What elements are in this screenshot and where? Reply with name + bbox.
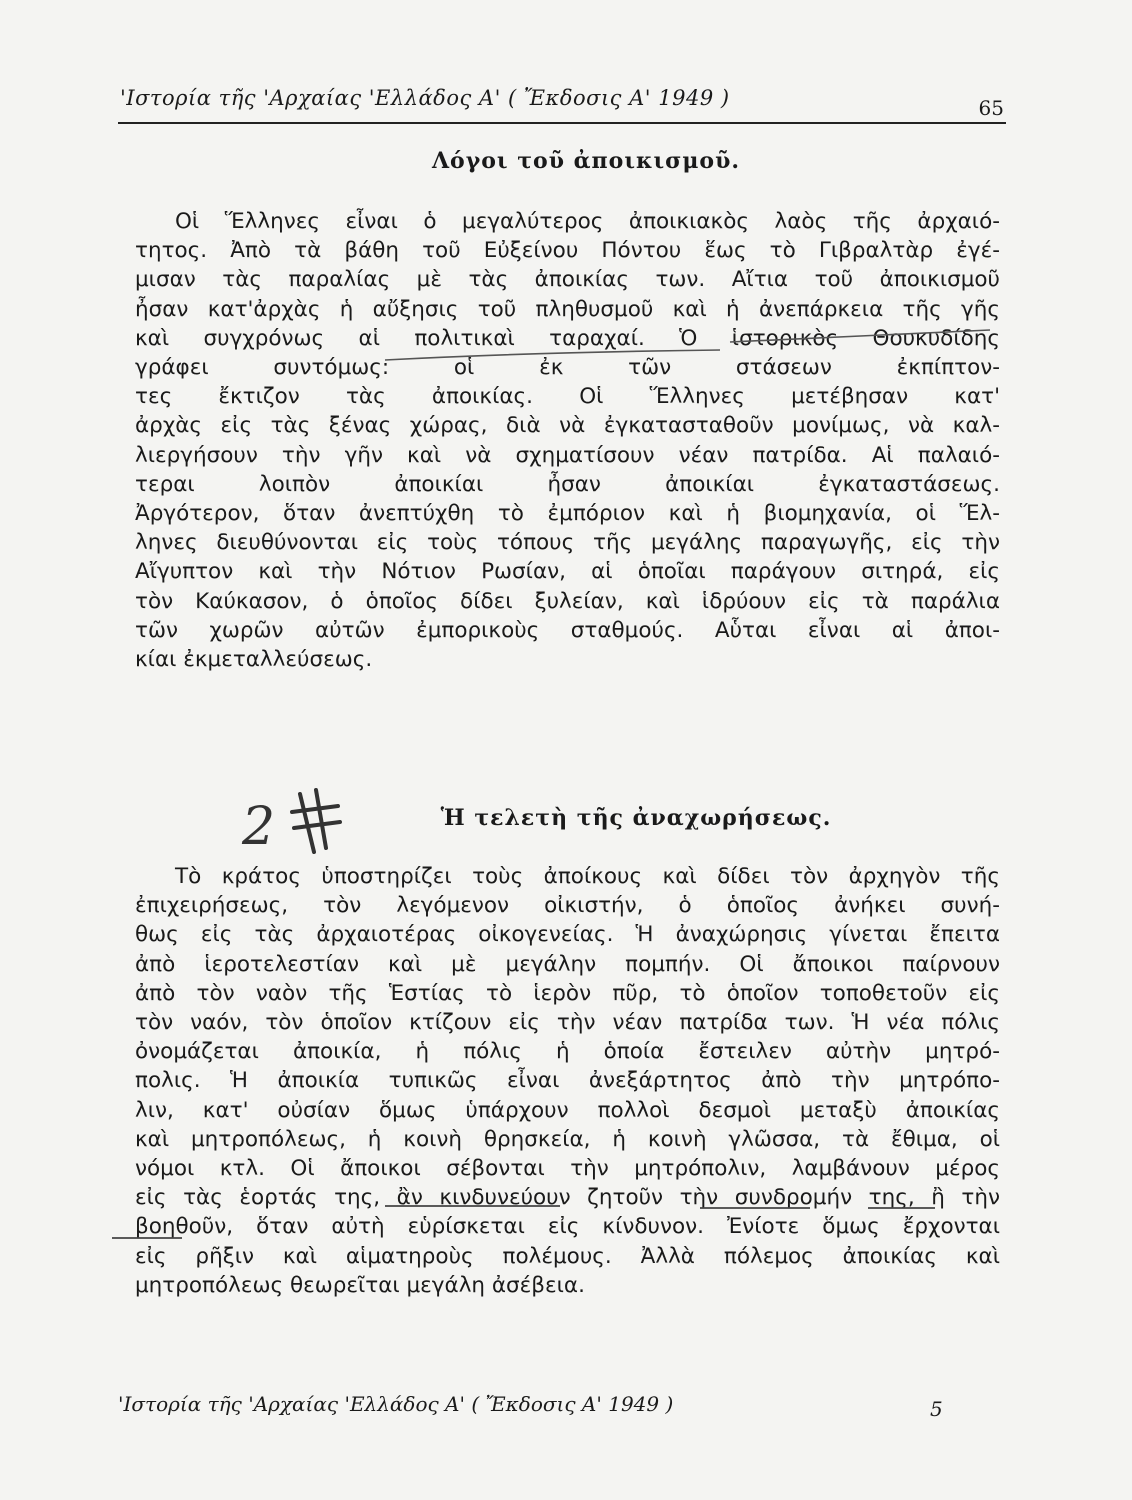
text-line: μητροπόλεως θεωρεῖται μεγάλη ἀσέβεια.: [135, 1272, 585, 1298]
text-line: θως εἰς τὰς ἀρχαιοτέρας οἰκογενείας. Ἡ ἀναχώρησις γίνεται ἔπειτα: [135, 922, 1000, 948]
text-line: γράφει συντόμως: οἱ ἐκ τῶν στάσεων ἐκπίπτον-: [135, 355, 1000, 381]
text-line: λιν, κατ' οὐσίαν ὅμως ὑπάρχουν πολλοὶ δεσμοὶ μεταξὺ ἀποικίας: [135, 1097, 1000, 1123]
text-line: ἀπὸ ἱεροτελεστίαν καὶ μὲ μεγάλην πομπήν. Οἱ ἄποικοι παίρνουν: [135, 951, 1000, 977]
text-line: καὶ συγχρόνως αἱ πολιτικαὶ ταραχαί. Ὁ ἱστορικὸς Θουκυδίδης: [135, 325, 1000, 351]
text-line: τὸν Καύκασον, ὁ ὁποῖος δίδει ξυλείαν, καὶ ἱδρύουν εἰς τὰ παράλια: [135, 588, 1000, 614]
text-line: εἰς τὰς ἑορτάς της, ἂν κινδυνεύουν ζητοῦν τὴν συνδρομήν της, ἢ τὴν: [135, 1185, 1000, 1211]
running-header: [118, 72, 1006, 124]
text-line: εἰς ρῆξιν καὶ αἱματηροὺς πολέμους. Ἀλλὰ πόλεμος ἀποικίας καὶ: [135, 1243, 1000, 1269]
section-heading-colonization-reasons: Λόγοι τοῦ ἀποικισμοῦ.: [431, 148, 741, 174]
text-line: ἦσαν κατ'ἀρχὰς ἡ αὔξησις τοῦ πληθυσμοῦ καὶ ἡ ἀνεπάρκεια τῆς γῆς: [135, 296, 1000, 322]
text-line: Αἴγυπτον καὶ τὴν Νότιον Ρωσίαν, αἱ ὁποῖαι παράγουν σιτηρά, εἰς: [135, 559, 1000, 585]
text-line: μισαν τὰς παραλίας μὲ τὰς ἀποικίας των. Αἴτια τοῦ ἀποικισμοῦ: [135, 267, 1000, 293]
section-heading-departure-ceremony: Ἡ τελετὴ τῆς ἀναχωρήσεως.: [440, 805, 832, 831]
paragraph-departure-ceremony: [135, 862, 1000, 1300]
page-number: 65: [978, 96, 1004, 120]
text-line: ὀνομάζεται ἀποικία, ἡ πόλις ἡ ὁποία ἔστειλεν αὐτὴν μητρό-: [135, 1039, 1000, 1065]
text-line: ἀρχὰς εἰς τὰς ξένας χώρας, διὰ νὰ ἐγκατασταθοῦν μονίμως, νὰ καλ-: [135, 413, 1000, 439]
text-line: λιεργήσουν τὴν γῆν καὶ νὰ σχηματίσουν νέαν πατρίδα. Αἱ παλαιό-: [135, 442, 1000, 468]
text-line: βοηθοῦν, ὅταν αὐτὴ εὑρίσκεται εἰς κίνδυνον. Ἐνίοτε ὅμως ἔρχονται: [135, 1214, 1000, 1240]
text-line: Οἱ Ἕλληνες εἶναι ὁ μεγαλύτερος ἀποικιακὸς λαὸς τῆς ἀρχαιό-: [175, 209, 1000, 234]
text-line: τητος. Ἀπὸ τὰ βάθη τοῦ Εὐξείνου Πόντου ἕως τὸ Γιβραλτὰρ ἐγέ-: [135, 238, 1000, 264]
annotation-number: 2: [242, 797, 276, 857]
text-line: τὸν ναόν, τὸν ὁποῖον κτίζουν εἰς τὴν νέαν πατρίδα των. Ἡ νέα πόλις: [135, 1010, 1000, 1036]
text-line: ληνες διευθύνονται εἰς τοὺς τόπους τῆς μεγάλης παραγωγῆς, εἰς τὴν: [135, 530, 1000, 556]
text-line: Τὸ κράτος ὑποστηρίζει τοὺς ἀποίκους καὶ δίδει τὸν ἀρχηγὸν τῆς: [175, 864, 1000, 889]
text-line: ἐπιχειρήσεως, τὸν λεγόμενον οἰκιστήν, ὁ ὁποῖος ἀνήκει συνή-: [135, 893, 1000, 919]
text-line: ἀπὸ τὸν ναὸν τῆς Ἑστίας τὸ ἱερὸν πῦρ, τὸ ὁποῖον τοποθετοῦν εἰς: [135, 980, 1000, 1006]
footer-title: 'Ιστορία τῆς 'Αρχαίας 'Ελλάδος Α' ( Ἔκδοσις Α' 1949 ): [118, 1392, 674, 1416]
header-title: 'Ιστορία τῆς 'Αρχαίας 'Ελλάδος Α' ( Ἔκδοσις Α' 1949 ): [120, 86, 730, 110]
text-line: τῶν χωρῶν αὐτῶν ἐμπορικοὺς σταθμούς. Αὗται εἶναι αἱ ἀποι-: [135, 617, 1000, 643]
text-line: καὶ μητροπόλεως, ἡ κοινὴ θρησκεία, ἡ κοινὴ γλῶσσα, τὰ ἔθιμα, οἱ: [135, 1126, 1000, 1152]
text-line: πολις. Ἡ ἀποικία τυπικῶς εἶναι ἀνεξάρτητος ἀπὸ τὴν μητρόπο-: [135, 1068, 1000, 1094]
text-line: τεραι λοιπὸν ἀποικίαι ἦσαν ἀποικίαι ἐγκαταστάσεως.: [135, 471, 1000, 497]
text-line: τες ἔκτιζον τὰς ἀποικίας. Οἱ Ἕλληνες μετέβησαν κατ': [135, 384, 1000, 410]
paragraph-colonization-reasons: [135, 207, 1000, 674]
text-line: κίαι ἐκμεταλλεύσεως.: [135, 647, 373, 673]
text-line: νόμοι κτλ. Οἱ ἄποικοι σέβονται τὴν μητρόπολιν, λαμβάνουν μέρος: [135, 1156, 1000, 1182]
text-line: Ἀργότερον, ὅταν ἀνεπτύχθη τὸ ἐμπόριον καὶ ἡ βιομηχανία, οἱ Ἕλ-: [135, 501, 1000, 527]
footer-sheet-number: 5: [930, 1397, 943, 1421]
